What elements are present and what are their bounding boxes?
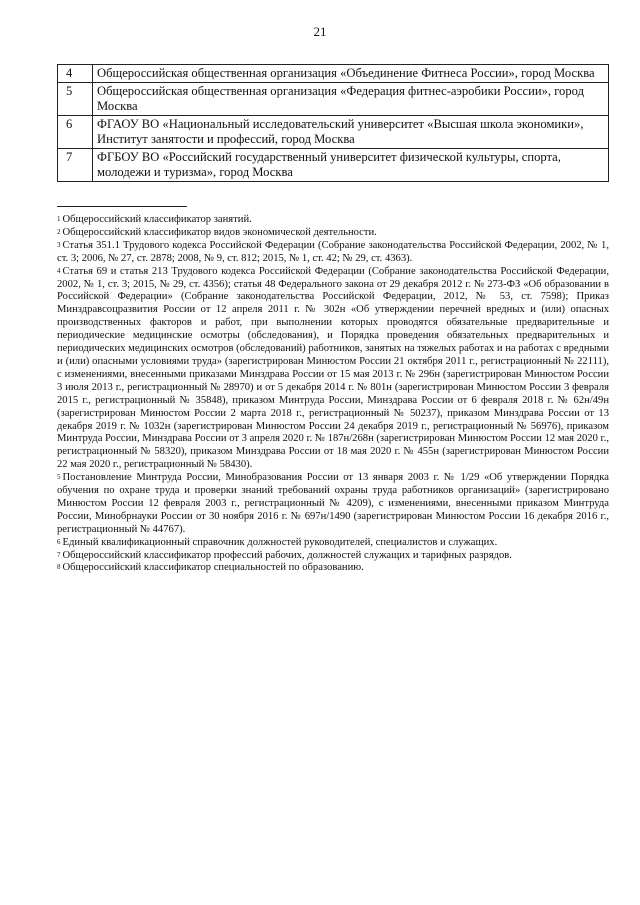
- row-number: 4: [58, 65, 93, 83]
- footnote: [57, 550, 609, 563]
- footnote-separator: [57, 206, 187, 207]
- footnote: [57, 214, 609, 227]
- table-row: [58, 83, 609, 116]
- footnote: [57, 472, 609, 537]
- footnote-text: Общероссийский классификатор занятий.: [62, 214, 252, 225]
- table-row: [58, 149, 609, 182]
- footnote: [57, 227, 609, 240]
- table-row: [58, 65, 609, 83]
- organization-name: Общероссийская общественная организация «Федерация фитнес-аэробики России», город Москва: [93, 83, 609, 116]
- footnote-mark: 7: [57, 550, 61, 559]
- organization-name: ФГБОУ ВО «Российский государственный университет физической культуры, спорта, молодежи и туризма», город Москва: [93, 149, 609, 182]
- footnotes: [57, 214, 609, 575]
- footnote-mark: 8: [57, 563, 61, 572]
- footnote-text: Статья 351.1 Трудового кодекса Российской Федерации (Собрание законодательства Российской Федерации, 2002, № 1, ст. 3; 2006, № 27, ст. 2878; 2008, № 9, ст. 812; 2015, № 1, ст. 42; № 29, ст. 4363).: [57, 239, 609, 264]
- row-number: 7: [58, 149, 93, 182]
- page-number: 21: [313, 24, 327, 39]
- footnote-text: Единый квалификационный справочник должностей руководителей, специалистов и служащих.: [62, 536, 498, 548]
- footnote-mark: 6: [57, 537, 61, 546]
- footnote: [57, 562, 609, 575]
- organization-name: Общероссийская общественная организация «Объединение Фитнеса России», город Москва: [93, 65, 609, 83]
- organization-name: ФГАОУ ВО «Национальный исследовательский университет «Высшая школа экономики», Институт занятости и профессий, город Москва: [93, 116, 609, 149]
- row-number: 6: [58, 116, 93, 149]
- footnote: [57, 266, 609, 473]
- footnote-mark: 2: [57, 227, 61, 236]
- footnote-text: Общероссийский классификатор профессий рабочих, должностей служащих и тарифных разрядов.: [62, 549, 512, 561]
- footnote-text: Общероссийский классификатор видов экономической деятельности.: [62, 226, 377, 238]
- footnote-text: Общероссийский классификатор специальностей по образованию.: [62, 562, 364, 574]
- footnote-mark: 3: [57, 240, 61, 249]
- footnote-text: Постановление Минтруда России, Минобразования России от 13 января 2003 г. № 1/29 «Об утверждении Порядка обучения по охране труда и проверки знаний требований охраны труда работников организаций» (зарегистрировано Минюстом России 12 февраля 2003 г., регистрационный № 4209), с изменениями, внесенными приказом Минтруда России, Минобрнауки России от 30 ноября 2016 г. № 697н/1490 (зарегистрирован Минюстом России 16 декабря 2016 г., регистрационный № 44767).: [57, 472, 609, 535]
- table-row: [58, 116, 609, 149]
- footnote: [57, 537, 609, 550]
- row-number: 5: [58, 83, 93, 116]
- footnote-mark: 4: [57, 266, 61, 275]
- organizations-table: [57, 64, 609, 182]
- footnote-mark: 5: [57, 473, 61, 482]
- footnote: [57, 240, 609, 266]
- footnote-mark: 1: [57, 215, 61, 223]
- footnote-text: Статья 69 и статья 213 Трудового кодекса Российской Федерации (Собрание законодательства Российской Федерации, 2002, № 1, ст. 3; 2015, № 29, ст. 4356); статья 48 Федерального закона от 29 декабря 2012 г. № 273-ФЗ «Об образовании в Российской Федерации» (Собрание законодательства Российской Федерации, 2012, № 53, ст. 7598); Приказ Минздравсоцразвития России от 12 апреля 2011 г. № 302н «Об утверждении перечней вредных и (или) опасных производственных факторов и работ, при выполнении которых проводятся обязательные предварительные и периодические медицинские осмотры (обследования), и Порядка проведения обязательных предварительных и периодических медицинских осмотров (обследований) работников, занятых на тяжелых работах и на работах с вредными и (или) опасными условиями труда» (зарегистрирован Минюстом России 21 октября 2011 г., регистрационный № 22111), с изменениями, внесенными приказами Минздрава России от 15 мая 2013 г. № 296н (зарегистрирован Минюстом России 3 июля 2013 г., регистрационный № 28970) и от 5 декабря 2014 г. № 801н (зарегистрирован Минюстом России 3 февраля 2015 г., регистрационный № 35848), приказом Минтруда России, Минздрава России от 6 февраля 2018 г. № 62н/49н (зарегистрирован Минюстом России 2 марта 2018 г., регистрационный № 50237), приказом Минздрава России от 13 декабря 2019 г. № 1032н (зарегистрирован Минюстом России 24 декабря 2019 г., регистрационный № 56976), приказом Минтруда России, Минздрава России от 3 апреля 2020 г. № 187н/268н (зарегистрирован Минюстом России 12 мая 2020 г., регистрационный № 58320), приказом Минздрава России от 18 мая 2020 г. № 455н (зарегистрирован Минюстом России 22 мая 2020 г., регистрационный № 58430).: [57, 265, 609, 471]
